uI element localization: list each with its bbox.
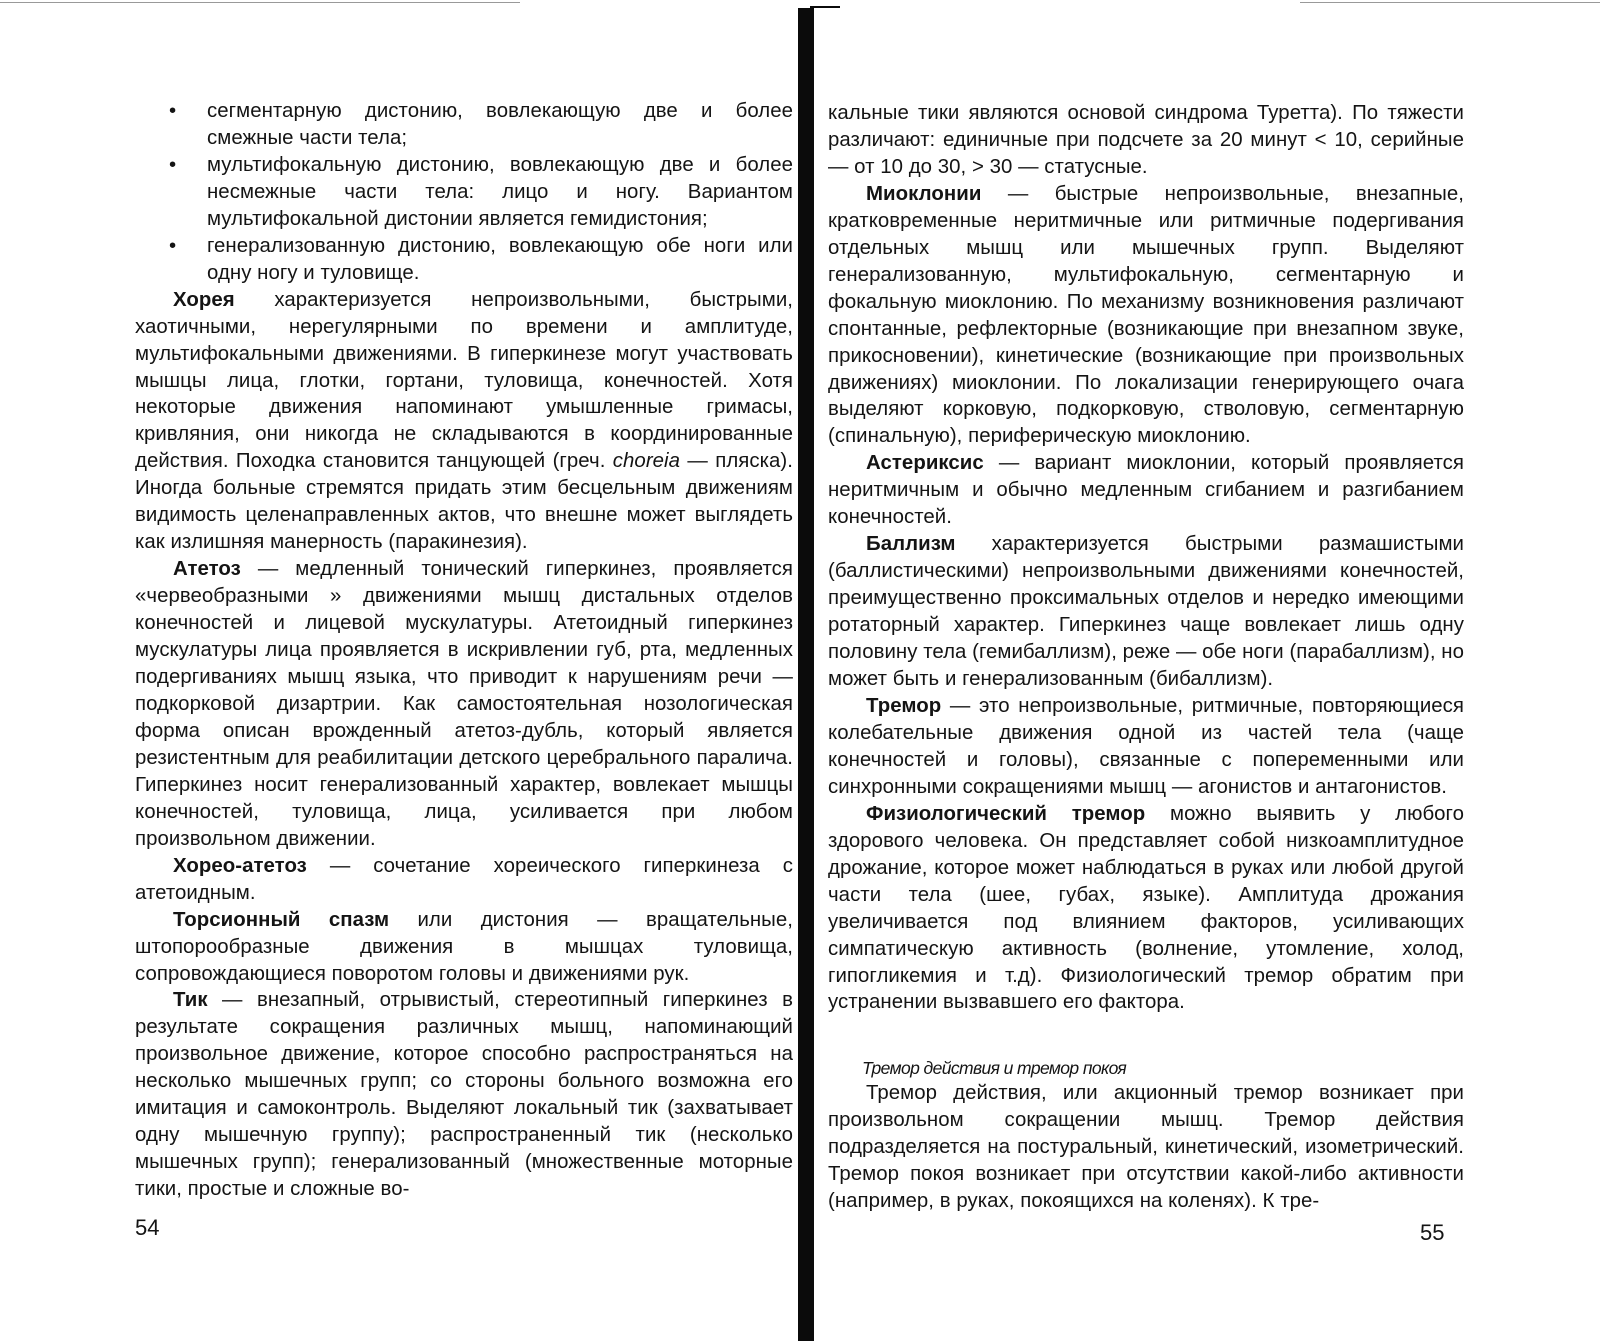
top-rule [1300, 2, 1600, 3]
top-rule [0, 2, 520, 3]
term-torsion-spasm: Торсионный спазм [173, 908, 390, 931]
term-physiological-tremor: Физиологический тремор [866, 802, 1146, 825]
bullet-icon: • [169, 153, 177, 176]
paragraph-myoclonus: Миоклонии — быстрые непроизвольные, внезапные, кратковременные неритмичные или ритмичные подергивания отдельных мышц или мышечных групп. Выделяют генерализованную, мультифокальную, сегментарную и фокальную миоклонию. По механизму возникновения различают спонтанные, рефлекторные (возникающие при внезапном звуке, прикосновении), кинетические (возникающие при произвольных движениях) миоклонии. По локализации генерирующего очага выделяют корковую, подкорковую, стволовую, сегментарную (спинальную), периферическую миоклонию. [828, 182, 1464, 448]
paragraph-tic: Тик — внезапный, отрывистый, стереотипный гиперкинез в результате сокращения различных мышц, напоминающий произвольное движение, которое способно распространяться на несколько мышечных групп; со стороны больного возможна его имитация и самоконтроль. Выделяют локальный тик (захватывает одну мышечную группу); распространенный тик (несколько мышечных групп); генерализованный (множественные моторные тики, простые и сложные во- [135, 989, 793, 1201]
term-tremor: Тремор [866, 694, 942, 717]
section-subheading: Тремор действия и тремор покоя [862, 1058, 1127, 1079]
paragraph-athetosis: Атетоз — медленный тонический гиперкинез, проявляется «червеобразными » движениями мышц дистальных отделов конечностей и лицевой мускулатуры. Атетоидный гиперкинез мускулатуры лица проявляется в искривлении губ, рта, медленных подергиваниях мышц языка, что приводит к нарушениям речи — подкорковой дизартрии. Как самостоятельная нозологическая форма описан врожденный атетоз-дубль, который является резистентным для реабилитации детского церебрального паралича. Гиперкинез носит генерализованный характер, вовлекает мышцы конечностей, туловища, лица, усиливается при любом произвольном движении. [135, 558, 793, 850]
dystonia-bullet-list [135, 98, 793, 287]
page-number-right: 55 [1420, 1220, 1445, 1245]
paragraph-continuation: кальные тики являются основой синдрома Туретта). По тяжести различают: единичные при подсчете за 20 минут < 10, серийные — от 10 до 30, > 30 — статусные. [828, 102, 1464, 178]
term-ballism: Баллизм [866, 533, 956, 556]
left-page-text [135, 98, 793, 1203]
paragraph-tremor: Тремор — это непроизвольные, ритмичные, повторяющиеся колебательные движения одной из частей тела (чаще конечностей и головы), связанные с попеременными или синхронными сокращениями мышц — агонистов и антагонистов. [828, 694, 1464, 798]
paragraph-asterixis: Астериксис — вариант миоклонии, который проявляется неритмичным и обычно медленным сгибанием и разгибанием конечностей. [828, 452, 1464, 529]
list-item: • генерализованную дистонию, вовлекающую обе ноги или одну ногу и туловище. [169, 234, 793, 284]
list-item: • сегментарную дистонию, вовлекающую две и более смежные части тела; [169, 100, 793, 149]
term-choreoathetosis: Хорео-атетоз [173, 854, 307, 877]
bullet-icon: • [169, 100, 177, 122]
term-myoclonus: Миоклонии [866, 182, 982, 205]
right-page [812, 0, 1600, 1341]
paragraph-ballism: Баллизм характеризуется быстрыми размашистыми (баллистическими) непроизвольными движениями конечностей, преимущественно проксимальных отделов и нередко имеющими ротаторный характер. Гиперкинез чаще вовлекает лишь одну половину тела (гемибаллизм), реже — обе ноги (парабаллизм), но может быть и генерализованным (бибаллизм). [828, 533, 1464, 691]
paragraph-physiological-tremor: Физиологический тремор можно выявить у любого здорового человека. Он представляет собой низкоамплитудное дрожание, которое может наблюдаться в руках или любой другой части тела (шее, губах, языке). Амплитуда дрожания увеличивается под влиянием факторов, усиливающих симпатическую активность (волнение, утомление, холод, гипогликемия и т.д). Физиологический тремор обратим при устранении вызвавшего его фактора. [828, 802, 1464, 1014]
term-athetosis: Атетоз [173, 558, 241, 581]
term-asterixis: Астериксис [866, 452, 984, 475]
term-tic: Тик [173, 989, 208, 1012]
bullet-icon: • [169, 234, 177, 257]
paragraph-torsion-spasm: Торсионный спазм или дистония — вращательные, штопорообразные движения в мышцах туловища, сопровождающиеся поворотом головы и движениями рук. [135, 908, 793, 985]
paragraph-chorea: Хорея характеризуется непроизвольными, быстрыми, хаотичными, нерегулярными по времени и амплитуде, мультифокальными движениями. В гиперкинезе могут участвовать мышцы лица, глотки, гортани, туловища, конечностей. Хотя некоторые движения напоминают умышленные гримасы, кривляния, они никогда не складываются в координированные действия. Походка становится танцующей (греч. choreia — пляска). Иногда больные стремятся придать этим бесцельным движениям видимость целенаправленных актов, что внешне может выглядеть как излишняя манерность (паракинезия). [135, 288, 793, 554]
page-number-left: 54 [135, 1215, 160, 1240]
list-item: • мультифокальную дистонию, вовлекающую две и более несмежные части тела: лицо и ногу. Вариантом мультифокальной дистонии является гемидистония; [169, 153, 793, 230]
greek-term: choreia [612, 450, 681, 473]
paragraph-choreoathetosis: Хорео-атетоз — сочетание хореического гиперкинеза с атетоидным. [135, 854, 793, 904]
term-chorea: Хорея [173, 288, 235, 311]
right-page-text [828, 100, 1464, 1215]
paragraph-action-tremor: Тремор действия, или акционный тремор возникает при произвольном сокращении мышц. Тремор действия подразделяется на постуральный, кинетический, изометрический. Тремор покоя возникает при отсутствии какой-либо активности (например, в руках, покоящихся на коленях). К тре- [828, 1082, 1464, 1213]
